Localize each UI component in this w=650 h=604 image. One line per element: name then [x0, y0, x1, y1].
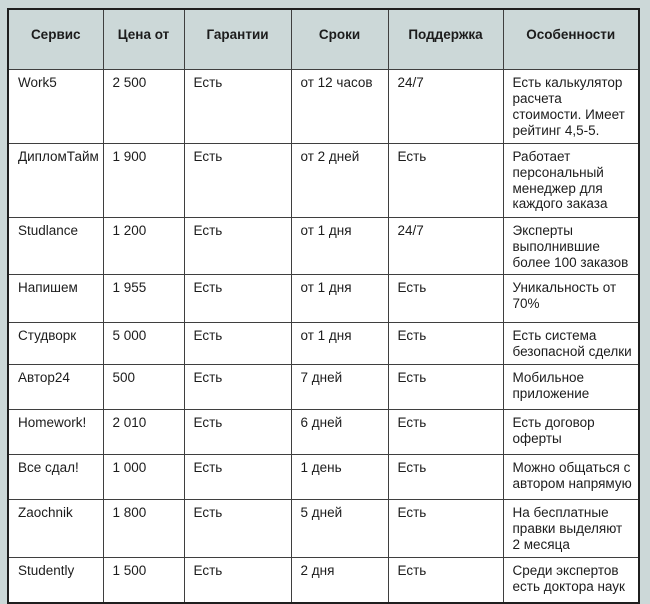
table-row — [8, 365, 639, 410]
cell-support: Есть — [388, 410, 503, 455]
cell-service: Автор24 — [8, 365, 103, 410]
cell-terms: от 12 часов — [291, 70, 388, 144]
cell-price: 1 200 — [103, 217, 184, 275]
table-row — [8, 410, 639, 455]
table-row — [8, 217, 639, 275]
cell-warranty: Есть — [184, 455, 291, 500]
services-comparison-table — [7, 8, 640, 604]
cell-warranty: Есть — [184, 323, 291, 365]
cell-service: Homework! — [8, 410, 103, 455]
cell-support: Есть — [388, 275, 503, 323]
column-header-warranty: Гарантии — [184, 9, 291, 70]
cell-service: Все сдал! — [8, 455, 103, 500]
cell-terms: 1 день — [291, 455, 388, 500]
cell-price: 1 500 — [103, 558, 184, 603]
cell-price: 1 955 — [103, 275, 184, 323]
cell-support: Есть — [388, 455, 503, 500]
cell-support: 24/7 — [388, 70, 503, 144]
column-header-features: Особенности — [503, 9, 639, 70]
cell-features: Работает персональный менеджер для каждого заказа — [503, 143, 639, 217]
cell-service: Студворк — [8, 323, 103, 365]
cell-terms: 6 дней — [291, 410, 388, 455]
cell-price: 5 000 — [103, 323, 184, 365]
cell-service: Studlance — [8, 217, 103, 275]
table-row — [8, 70, 639, 144]
cell-terms: от 2 дней — [291, 143, 388, 217]
cell-terms: от 1 дня — [291, 323, 388, 365]
cell-support: Есть — [388, 500, 503, 558]
cell-support: Есть — [388, 323, 503, 365]
cell-warranty: Есть — [184, 275, 291, 323]
cell-warranty: Есть — [184, 410, 291, 455]
cell-price: 2 500 — [103, 70, 184, 144]
cell-warranty: Есть — [184, 500, 291, 558]
cell-price: 1 900 — [103, 143, 184, 217]
table-row — [8, 455, 639, 500]
table-header — [8, 9, 639, 70]
cell-features: Есть калькулятор расчета стоимости. Имеет рейтинг 4,5-5. — [503, 70, 639, 144]
cell-support: Есть — [388, 143, 503, 217]
cell-features: Есть договор оферты — [503, 410, 639, 455]
cell-price: 2 010 — [103, 410, 184, 455]
cell-features: Есть система безопасной сделки — [503, 323, 639, 365]
column-header-terms: Сроки — [291, 9, 388, 70]
cell-warranty: Есть — [184, 70, 291, 144]
cell-features: Можно общаться с автором напрямую — [503, 455, 639, 500]
cell-features: Среди экспертов есть доктора наук — [503, 558, 639, 603]
cell-features: Уникальность от 70% — [503, 275, 639, 323]
cell-features: Мобильное приложение — [503, 365, 639, 410]
table-row — [8, 143, 639, 217]
cell-warranty: Есть — [184, 558, 291, 603]
cell-service: Zaochnik — [8, 500, 103, 558]
cell-terms: от 1 дня — [291, 217, 388, 275]
table-body — [8, 70, 639, 603]
cell-features: На бесплатные правки выделяют 2 месяца — [503, 500, 639, 558]
cell-service: ДипломТайм — [8, 143, 103, 217]
cell-price: 500 — [103, 365, 184, 410]
column-header-support: Поддержка — [388, 9, 503, 70]
table-row — [8, 558, 639, 603]
cell-features: Эксперты выполнившие более 100 заказов — [503, 217, 639, 275]
cell-support: Есть — [388, 558, 503, 603]
cell-support: Есть — [388, 365, 503, 410]
table-row — [8, 500, 639, 558]
cell-price: 1 800 — [103, 500, 184, 558]
cell-terms: 5 дней — [291, 500, 388, 558]
column-header-service: Сервис — [8, 9, 103, 70]
cell-terms: 2 дня — [291, 558, 388, 603]
table-row — [8, 275, 639, 323]
cell-service: Напишем — [8, 275, 103, 323]
cell-terms: 7 дней — [291, 365, 388, 410]
cell-support: 24/7 — [388, 217, 503, 275]
cell-warranty: Есть — [184, 365, 291, 410]
cell-terms: от 1 дня — [291, 275, 388, 323]
cell-service: Studently — [8, 558, 103, 603]
cell-service: Work5 — [8, 70, 103, 144]
cell-warranty: Есть — [184, 143, 291, 217]
column-header-price: Цена от — [103, 9, 184, 70]
cell-warranty: Есть — [184, 217, 291, 275]
table-row — [8, 323, 639, 365]
cell-price: 1 000 — [103, 455, 184, 500]
header-row — [8, 9, 639, 70]
